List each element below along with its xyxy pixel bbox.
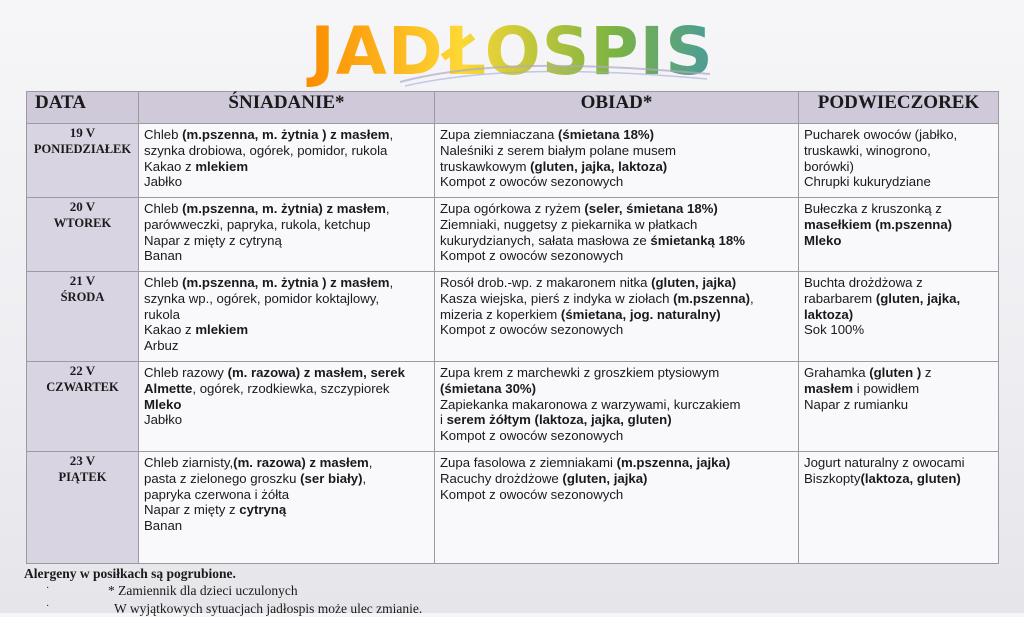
- meal-text: Kompot z owoców sezonowych: [440, 428, 624, 444]
- meal-text: ,: [389, 127, 394, 142]
- meal-text: ,: [750, 290, 754, 306]
- meal-text: Buchta drożdżowa z: [804, 275, 923, 290]
- meal-text: Napar z rumianku: [804, 396, 909, 412]
- meal-line: [144, 174, 429, 190]
- meal-text: Jabłko: [144, 174, 183, 190]
- meal-text: Chleb: [144, 201, 183, 216]
- breakfast-cell: [139, 362, 435, 452]
- header-date: DATA: [27, 92, 139, 124]
- meal-text: Napar z mięty z: [144, 502, 240, 518]
- meal-line: [804, 455, 993, 471]
- meal-line: [144, 502, 429, 518]
- meal-text: Kompot z owoców sezonowych: [440, 248, 624, 264]
- menu-table: [26, 91, 999, 564]
- meal-text: , ogórek, rzodkiewka, szczypiorek: [192, 380, 390, 396]
- meal-line: [804, 201, 993, 217]
- meal-line: [440, 381, 793, 397]
- day-cell: [27, 452, 139, 564]
- meal-line: [144, 159, 429, 175]
- meal-text: ,: [385, 201, 390, 216]
- meal-text: rabarbarem: [804, 290, 876, 306]
- meal-line: [144, 518, 429, 534]
- meal-line: [440, 174, 793, 190]
- meal-text: rukola: [144, 306, 180, 322]
- allergen-text: (ser biały): [300, 470, 363, 486]
- meal-line: [804, 159, 993, 175]
- meal-line: [440, 217, 793, 233]
- meal-line: [440, 127, 793, 143]
- allergen-text: (gluten, jajka, laktoza): [530, 158, 668, 174]
- allergen-text: (gluten ): [869, 365, 922, 380]
- meal-line: [804, 381, 993, 397]
- page-title: JADŁOSPIS: [0, 12, 1024, 92]
- table-row: [27, 452, 999, 564]
- meal-line: [144, 143, 429, 159]
- table-row: [27, 272, 999, 362]
- meal-line: [144, 291, 429, 307]
- meal-text: ,: [389, 275, 394, 290]
- allergen-text: (gluten, jajka): [562, 470, 648, 486]
- meal-text: mizeria z koperkiem: [440, 306, 561, 322]
- meal-line: [144, 322, 429, 338]
- allergen-text: (m.pszenna, m. żytnia ) z masłem: [182, 127, 390, 142]
- snack-cell: [799, 124, 999, 198]
- meal-line: [144, 338, 429, 354]
- meal-line: [804, 217, 993, 233]
- breakfast-cell: [139, 272, 435, 362]
- meal-text: pasta z zielonego groszku: [144, 470, 301, 486]
- meal-text: Jabłko: [144, 412, 183, 428]
- lunch-cell: [435, 198, 799, 272]
- header-snack: PODWIECZOREK: [799, 92, 999, 124]
- meal-text: Racuchy drożdżowe: [440, 470, 563, 486]
- day-date: 23 V: [69, 453, 96, 468]
- meal-line: [440, 471, 793, 487]
- allergen-text: masłem: [804, 380, 854, 396]
- day-cell: [27, 362, 139, 452]
- header-lunch: OBIAD*: [435, 92, 799, 124]
- meal-line: [440, 428, 793, 444]
- allergen-text: mlekiem: [195, 158, 249, 174]
- meal-line: [144, 307, 429, 323]
- day-name: ŚRODA: [60, 290, 105, 304]
- meal-line: [440, 233, 793, 249]
- meal-text: Grahamka: [804, 365, 870, 380]
- table-row: [27, 362, 999, 452]
- meal-line: [144, 365, 429, 381]
- meal-line: [440, 365, 793, 381]
- meal-text: szynka wp., ogórek, pomidor koktajlowy,: [144, 290, 380, 306]
- header-row: [27, 92, 999, 124]
- footer: [24, 566, 423, 616]
- meal-line: [804, 397, 993, 413]
- meal-text: Arbuz: [144, 338, 179, 354]
- allergen-text: mlekiem: [195, 322, 249, 338]
- breakfast-cell: [139, 198, 435, 272]
- allergen-text: (m.pszenna): [673, 290, 751, 306]
- meal-line: [804, 233, 993, 249]
- table-row: [27, 198, 999, 272]
- meal-text: Pucharek owoców (jabłko,: [804, 127, 958, 142]
- breakfast-cell: [139, 452, 435, 564]
- meal-line: [440, 248, 793, 264]
- breakfast-cell: [139, 124, 435, 198]
- day-cell: [27, 272, 139, 362]
- allergen-text: laktoza): [804, 306, 854, 322]
- allergen-text: (m.pszenna, m. żytnia ) z masłem: [182, 275, 390, 290]
- meal-text: Chleb: [144, 127, 183, 142]
- meal-line: [804, 307, 993, 323]
- meal-text: kukurydzianych, sałata masłowa ze: [440, 232, 651, 248]
- meal-line: [144, 381, 429, 397]
- day-name: PIĄTEK: [58, 470, 107, 484]
- meal-line: [440, 307, 793, 323]
- meal-text: truskawkowym: [440, 158, 531, 174]
- day-cell: [27, 124, 139, 198]
- footnote-changes: · W wyjątkowych sytuacjach jadłospis może ulec zmianie.: [46, 601, 423, 616]
- day-name: CZWARTEK: [46, 380, 119, 394]
- header-breakfast: ŚNIADANIE*: [139, 92, 435, 124]
- meal-line: [440, 412, 793, 428]
- day-date: 21 V: [69, 273, 96, 288]
- meal-text: Chleb: [144, 275, 183, 290]
- day-cell: [27, 198, 139, 272]
- meal-text: ,: [368, 455, 373, 470]
- meal-text: Kakao z: [144, 158, 196, 174]
- allergen-text: Mleko: [144, 396, 182, 412]
- meal-text: Naleśniki z serem białym polane musem: [440, 142, 676, 158]
- allergen-text: Mleko: [804, 232, 842, 248]
- lunch-cell: [435, 362, 799, 452]
- day-name: WTOREK: [53, 216, 112, 230]
- meal-line: [144, 487, 429, 503]
- meal-line: [144, 397, 429, 413]
- allergen-text: (seler, śmietana 18%): [584, 201, 718, 216]
- meal-line: [440, 201, 793, 217]
- meal-line: [440, 291, 793, 307]
- meal-text: Bułeczka z kruszonką z: [804, 201, 942, 216]
- meal-line: [144, 471, 429, 487]
- meal-line: [804, 291, 993, 307]
- snack-cell: [799, 198, 999, 272]
- meal-line: [804, 365, 993, 381]
- meal-text: Jogurt naturalny z owocami: [804, 455, 965, 470]
- allergen-text: (gluten, jajka,: [875, 290, 961, 306]
- day-name: PONIEDZIAŁEK: [33, 142, 132, 156]
- allergen-text: (śmietana 30%): [440, 380, 537, 396]
- meal-text: Napar z mięty z cytryną: [144, 232, 282, 248]
- allergen-text: serem żółtym (laktoza, jajka, gluten): [446, 412, 672, 428]
- meal-line: [804, 127, 993, 143]
- meal-text: szynka drobiowa, ogórek, pomidor, rukola: [144, 142, 388, 158]
- day-date: 20 V: [69, 199, 96, 214]
- meal-text: Kompot z owoców sezonowych: [440, 486, 624, 502]
- allergen-text: (śmietana 18%): [558, 127, 655, 142]
- meal-line: [440, 455, 793, 471]
- meal-text: z: [921, 365, 932, 380]
- meal-text: Kompot z owoców sezonowych: [440, 174, 624, 190]
- meal-text: Zupa fasolowa z ziemniakami: [440, 455, 617, 470]
- meal-line: [144, 233, 429, 249]
- meal-text: papryka czerwona i żółta: [144, 486, 290, 502]
- meal-line: [144, 412, 429, 428]
- meal-text: borówki): [804, 158, 854, 174]
- meal-line: [144, 248, 429, 264]
- meal-line: [440, 322, 793, 338]
- snack-cell: [799, 272, 999, 362]
- meal-text: Kompot z owoców sezonowych: [440, 322, 624, 338]
- allergen-text: (m. razowa) z masłem: [233, 455, 369, 470]
- meal-text: Sok 100%: [804, 322, 865, 338]
- meal-text: Banan: [144, 518, 183, 534]
- meal-line: [804, 143, 993, 159]
- meal-text: i: [440, 412, 447, 428]
- allergen-text: (laktoza, gluten): [860, 470, 961, 486]
- snack-cell: [799, 362, 999, 452]
- meal-text: i: [853, 380, 864, 396]
- meal-line: [144, 201, 429, 217]
- lunch-cell: [435, 272, 799, 362]
- meal-text: Rosół drob.-wp. z makaronem nitka: [440, 275, 652, 290]
- allergens-note: Alergeny w posiłkach są pogrubione.: [24, 566, 236, 581]
- meal-text: Zapiekanka makaronowa z warzywami, kurczakiem: [440, 396, 741, 412]
- meal-line: [440, 397, 793, 413]
- allergen-text: (m. razowa) z masłem, serek: [227, 365, 405, 380]
- meal-line: [804, 322, 993, 338]
- meal-text: Zupa ogórkowa z ryżem: [440, 201, 585, 216]
- snack-cell: [799, 452, 999, 564]
- allergen-text: cytryną: [239, 502, 287, 518]
- allergen-text: masełkiem (m.pszenna): [804, 216, 953, 232]
- meal-text: Banan: [144, 248, 183, 264]
- meal-line: [440, 159, 793, 175]
- meal-line: [144, 455, 429, 471]
- allergen-text: (śmietana, jog. naturalny): [560, 306, 721, 322]
- allergen-text: (m.pszenna, m. żytnia) z masłem: [182, 201, 386, 216]
- meal-line: [804, 471, 993, 487]
- allergen-text: Almette: [144, 380, 193, 396]
- meal-text: Ziemniaki, nuggetsy z piekarnika w płatkach: [440, 216, 698, 232]
- meal-text: ,: [362, 470, 367, 486]
- meal-line: [804, 174, 993, 190]
- meal-text: truskawki, winogrono,: [804, 142, 931, 158]
- meal-text: powidłem: [863, 380, 920, 396]
- meal-line: [144, 275, 429, 291]
- meal-text: Chleb razowy: [144, 365, 228, 380]
- meal-text: Chleb ziarnisty,: [144, 455, 234, 470]
- allergen-text: (gluten, jajka): [651, 275, 737, 290]
- lunch-cell: [435, 124, 799, 198]
- meal-line: [144, 217, 429, 233]
- day-date: 22 V: [69, 363, 96, 378]
- allergen-text: (m.pszenna, jajka): [616, 455, 731, 470]
- meal-text: Zupa ziemniaczana: [440, 127, 559, 142]
- meal-text: Kakao z: [144, 322, 196, 338]
- table-row: [27, 124, 999, 198]
- meal-text: parówweczki, papryka, rukola, ketchup: [144, 216, 371, 232]
- day-date: 19 V: [69, 125, 96, 140]
- meal-line: [804, 275, 993, 291]
- meal-line: [440, 143, 793, 159]
- meal-line: [144, 127, 429, 143]
- meal-text: Kasza wiejska, pierś z indyka w ziołach: [440, 290, 674, 306]
- allergen-text: śmietanką 18%: [650, 232, 745, 248]
- lunch-cell: [435, 452, 799, 564]
- title-swoosh-decoration: [395, 52, 715, 92]
- meal-line: [440, 487, 793, 503]
- footnote-substitute: · * Zamiennik dla dzieci uczulonych: [46, 583, 298, 598]
- meal-text: Biszkopty: [804, 470, 861, 486]
- meal-text: Zupa krem z marchewki z groszkiem ptysiowym: [440, 365, 720, 380]
- meal-text: Chrupki kukurydziane: [804, 174, 931, 190]
- meal-line: [440, 275, 793, 291]
